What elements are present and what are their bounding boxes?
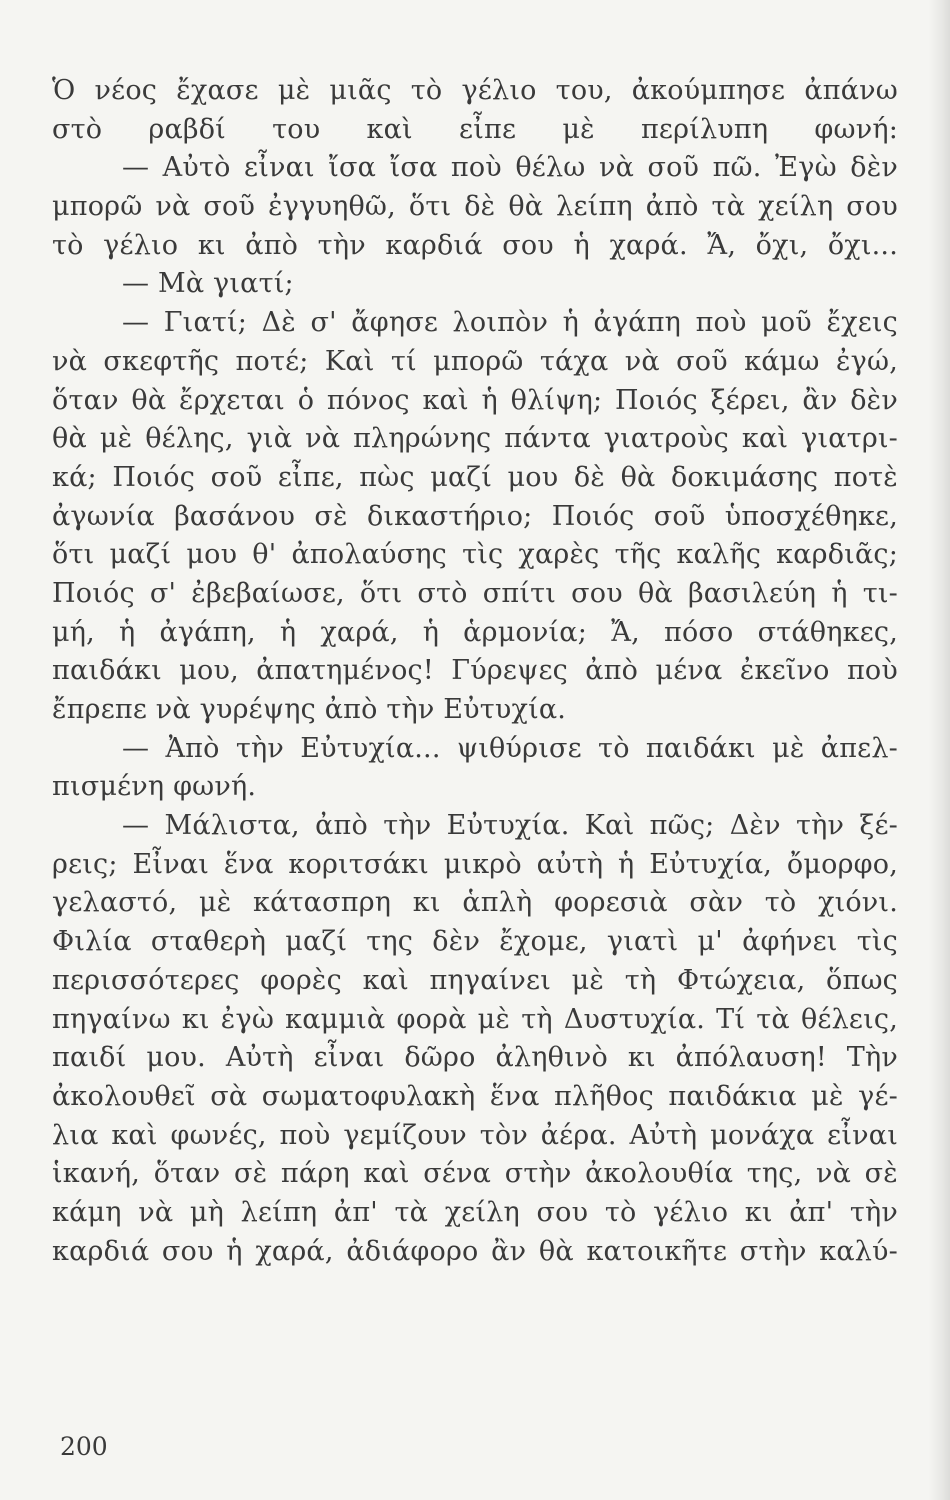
- text-line: κάμη νὰ μὴ λείπη ἀπ' τὰ χείλη σου τὸ γέλιο κι ἀπ' τὴν: [52, 1196, 898, 1228]
- text-line: στὸ ραβδί του καὶ εἶπε μὲ περίλυπη φωνή:: [52, 113, 898, 145]
- text-line: περισσότερες φορὲς καὶ πηγαίνει μὲ τὴ Φτώχεια, ὅπως: [52, 964, 898, 996]
- text-line: κά; Ποιός σοῦ εἶπε, πὼς μαζί μου δὲ θὰ δοκιμάσης ποτὲ: [52, 461, 898, 493]
- text-line: Ὁ νέος ἔχασε μὲ μιᾶς τὸ γέλιο του, ἀκούμπησε ἀπάνω: [52, 75, 898, 106]
- text-line: — Μὰ γιατί;: [122, 268, 294, 300]
- text-line: — Γιατί; Δὲ σ' ἄφησε λοιπὸν ἡ ἀγάπη ποὺ μοῦ ἔχεις: [122, 307, 898, 339]
- text-line: Ποιός σ' ἐβεβαίωσε, ὅτι στὸ σπίτι σου θὰ βασιλεύη ἡ τι-: [52, 577, 898, 609]
- text-line: μπορῶ νὰ σοῦ ἐγγυηθῶ, ὅτι δὲ θὰ λείπη ἀπὸ τὰ χείλη σου: [52, 191, 898, 223]
- text-line: Φιλία σταθερὴ μαζί της δὲν ἔχομε, γιατὶ μ' ἀφήνει τὶς: [52, 926, 898, 958]
- text-line: λια καὶ φωνές, ποὺ γεμίζουν τὸν ἀέρα. Αὐτὴ μονάχα εἶναι: [52, 1119, 898, 1151]
- text-line: ἱκανή, ὅταν σὲ πάρη καὶ σένα στὴν ἀκολουθία της, νὰ σὲ: [52, 1158, 898, 1190]
- text-line: ὅταν θὰ ἔρχεται ὁ πόνος καὶ ἡ θλίψη; Ποιός ξέρει, ἂν δὲν: [52, 384, 898, 416]
- page-edge-shadow: [928, 0, 950, 1500]
- text-line: νὰ σκεφτῆς ποτέ; Καὶ τί μπορῶ τάχα νὰ σοῦ κάμω ἐγώ,: [52, 345, 898, 377]
- text-line: ἀκολουθεῖ σὰ σωματοφυλακὴ ἕνα πλῆθος παιδάκια μὲ γέ-: [52, 1080, 898, 1112]
- text-line: — Μάλιστα, ἀπὸ τὴν Εὐτυχία. Καὶ πῶς; Δὲν τὴν ξέ-: [122, 810, 898, 842]
- text-line: παιδί μου. Αὐτὴ εἶναι δῶρο ἀληθινὸ κι ἀπόλαυση! Τὴν: [52, 1042, 898, 1074]
- text-line: πισμένη φωνή.: [52, 771, 257, 803]
- text-line: μή, ἡ ἀγάπη, ἡ χαρά, ἡ ἁρμονία; Ἄ, πόσο στάθηκες,: [52, 616, 898, 648]
- page-number: 200: [60, 1432, 108, 1461]
- body-text: [52, 72, 898, 1271]
- text-line: — Ἀπὸ τὴν Εὐτυχία... ψιθύρισε τὸ παιδάκι μὲ ἀπελ-: [122, 732, 898, 764]
- text-line: τὸ γέλιο κι ἀπὸ τὴν καρδιά σου ἡ χαρά. Ἄ, ὄχι, ὄχι...: [52, 229, 898, 261]
- text-line: θὰ μὲ θέλης, γιὰ νὰ πληρώνης πάντα γιατροὺς καὶ γιατρι-: [52, 423, 898, 455]
- text-line: ἔπρεπε νὰ γυρέψης ἀπὸ τὴν Εὐτυχία.: [52, 694, 567, 725]
- text-line: — Αὐτὸ εἶναι ἴσα ἴσα ποὺ θέλω νὰ σοῦ πῶ. Ἐγὼ δὲν: [122, 152, 898, 184]
- text-line: ἀγωνία βασάνου σὲ δικαστήριο; Ποιός σοῦ ὑποσχέθηκε,: [52, 500, 898, 532]
- text-line: ρεις; Εἶναι ἕνα κοριτσάκι μικρὸ αὐτὴ ἡ Εὐτυχία, ὄμορφο,: [52, 848, 898, 880]
- text-line: καρδιά σου ἡ χαρά, ἀδιάφορο ἂν θὰ κατοικῆτε στὴν καλύ-: [52, 1235, 898, 1267]
- text-line: παιδάκι μου, ἀπατημένος! Γύρεψες ἀπὸ μένα ἐκεῖνο ποὺ: [52, 655, 898, 687]
- text-line: πηγαίνω κι ἐγὼ καμμιὰ φορὰ μὲ τὴ Δυστυχία. Τί τὰ θέλεις,: [52, 1003, 898, 1035]
- text-line: ὅτι μαζί μου θ' ἀπολαύσης τὶς χαρὲς τῆς καλῆς καρδιᾶς;: [52, 539, 898, 571]
- text-line: γελαστό, μὲ κάτασπρη κι ἁπλὴ φορεσιὰ σὰν τὸ χιόνι.: [52, 887, 898, 919]
